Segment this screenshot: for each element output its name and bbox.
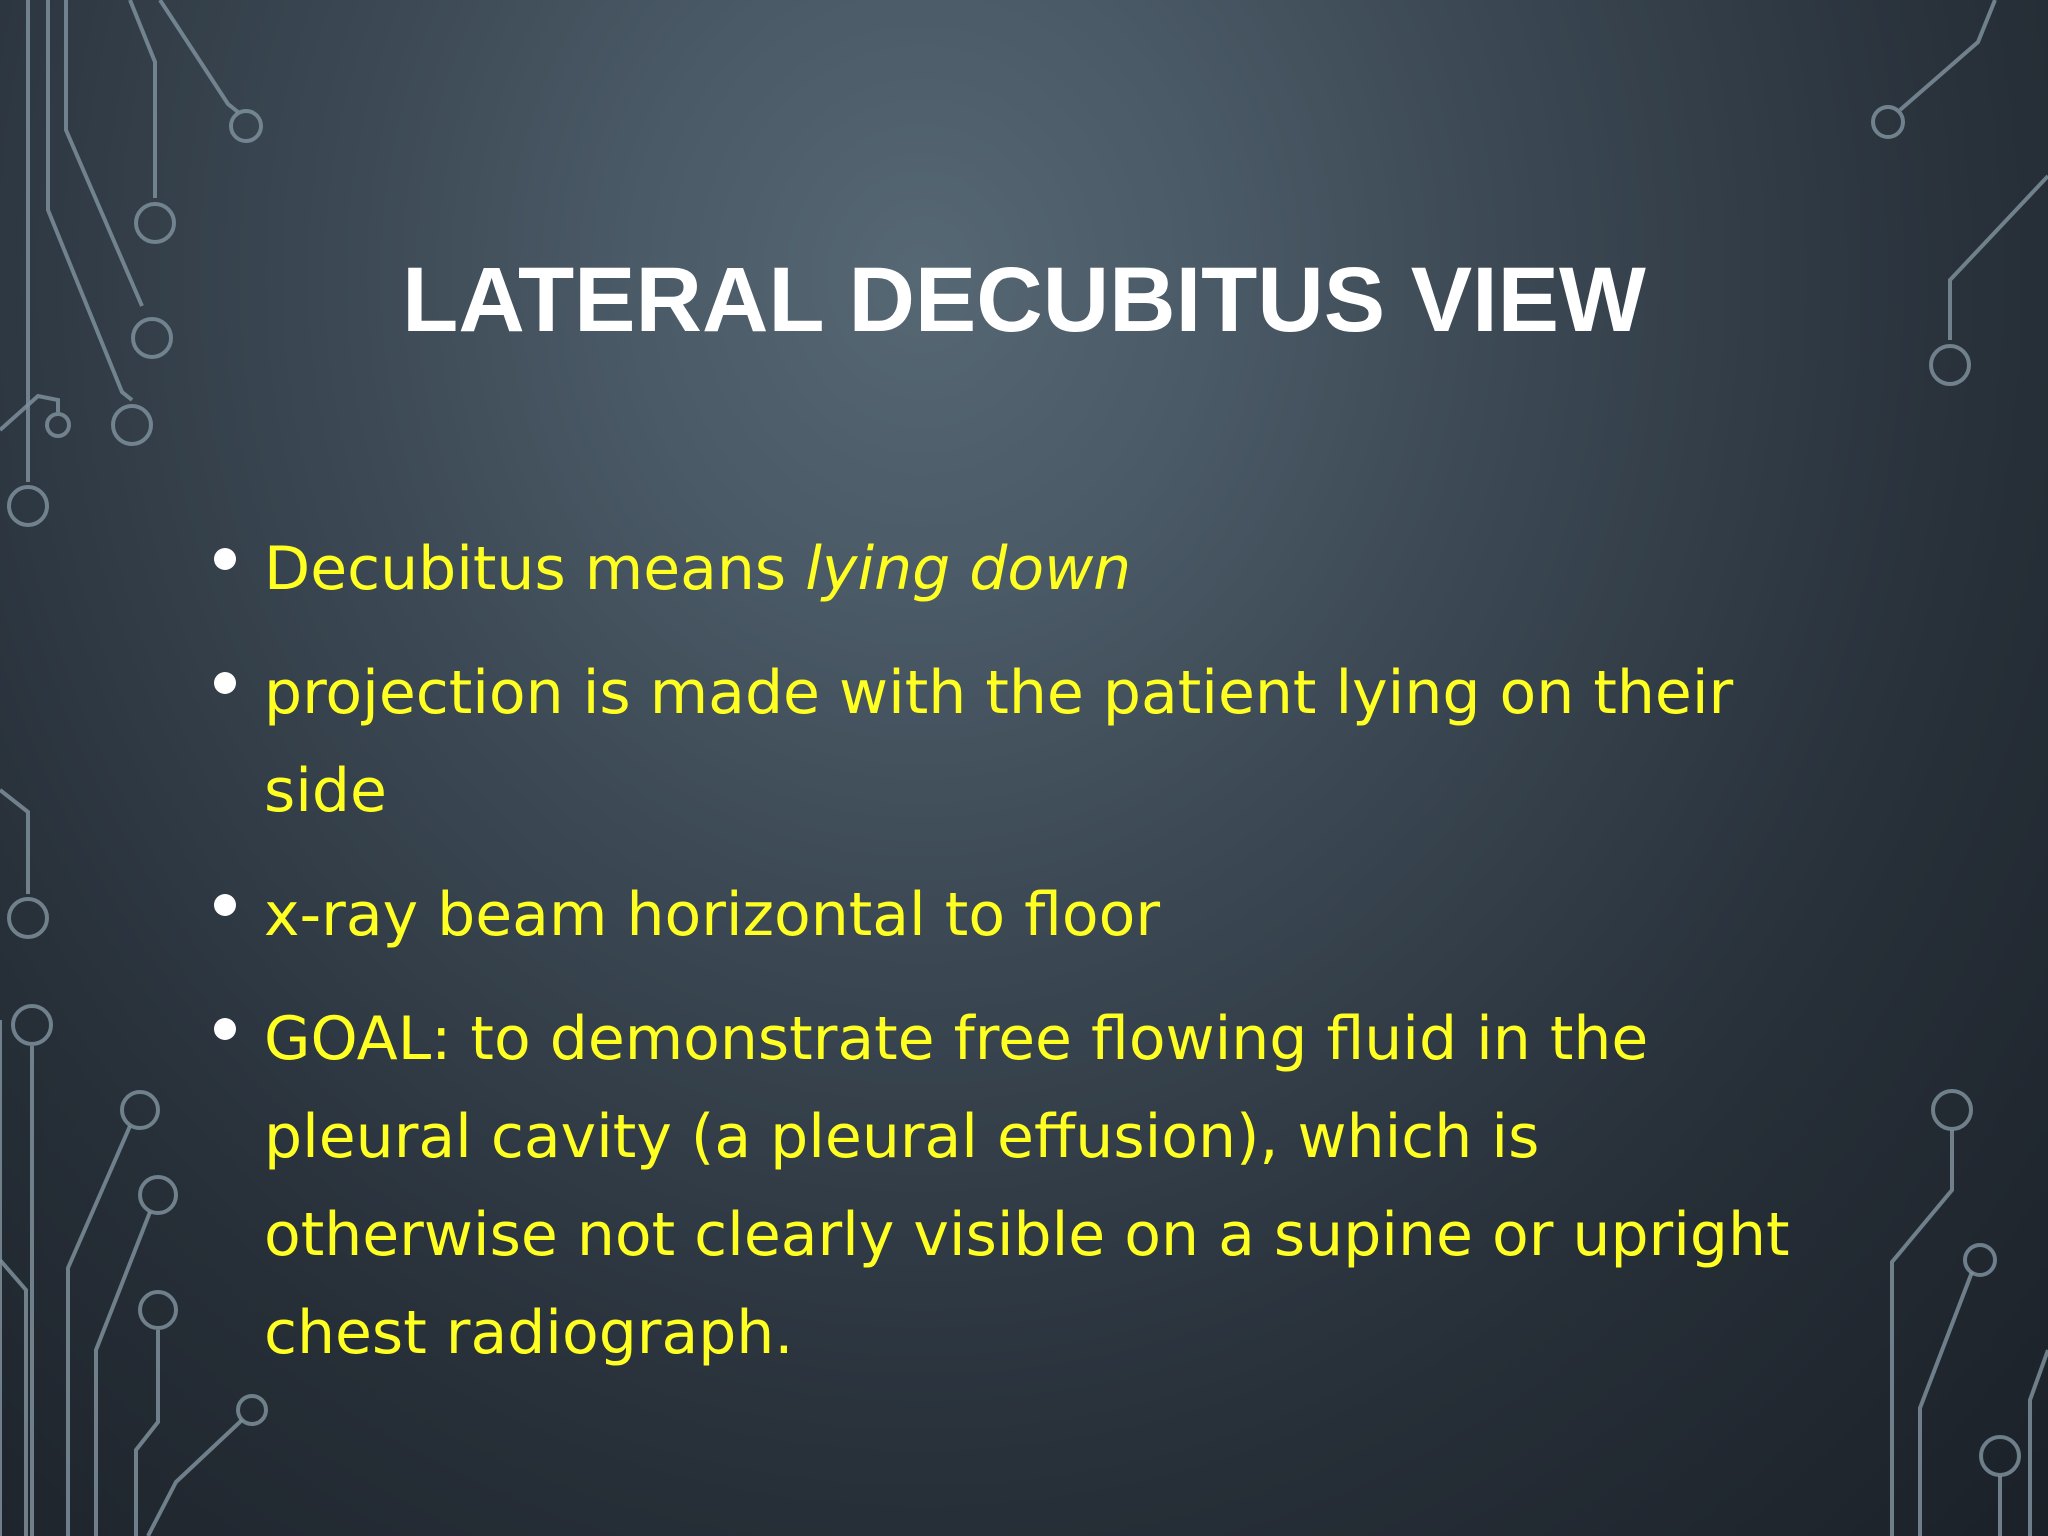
bullet-item-projection bbox=[210, 644, 1850, 840]
bullet-item-decubitus bbox=[210, 520, 1850, 618]
bullet-text: projection is made with the patient lying on their side bbox=[264, 658, 1734, 826]
bullet-item-beam bbox=[210, 866, 1850, 964]
emphasis-text: lying down bbox=[805, 534, 1132, 604]
bullet-text: GOAL: to demonstrate free flowing fluid in the pleural cavity (a pleural effusion), which is otherwise not clearly visible on a supine or upright chest radiograph. bbox=[264, 1004, 1790, 1368]
slide-title: LATERAL DECUBITUS VIEW bbox=[402, 249, 1646, 351]
bullet-text: x-ray beam horizontal to floor bbox=[264, 880, 1160, 950]
bullet-dot-icon bbox=[214, 548, 236, 570]
bullet-dot-icon bbox=[214, 1018, 236, 1040]
bullet-text: Decubitus means lying down bbox=[264, 534, 1132, 604]
bullet-dot-icon bbox=[214, 672, 236, 694]
bullet-item-goal bbox=[210, 990, 1850, 1382]
bullet-dot-icon bbox=[214, 894, 236, 916]
bullet-list bbox=[210, 520, 1850, 1408]
